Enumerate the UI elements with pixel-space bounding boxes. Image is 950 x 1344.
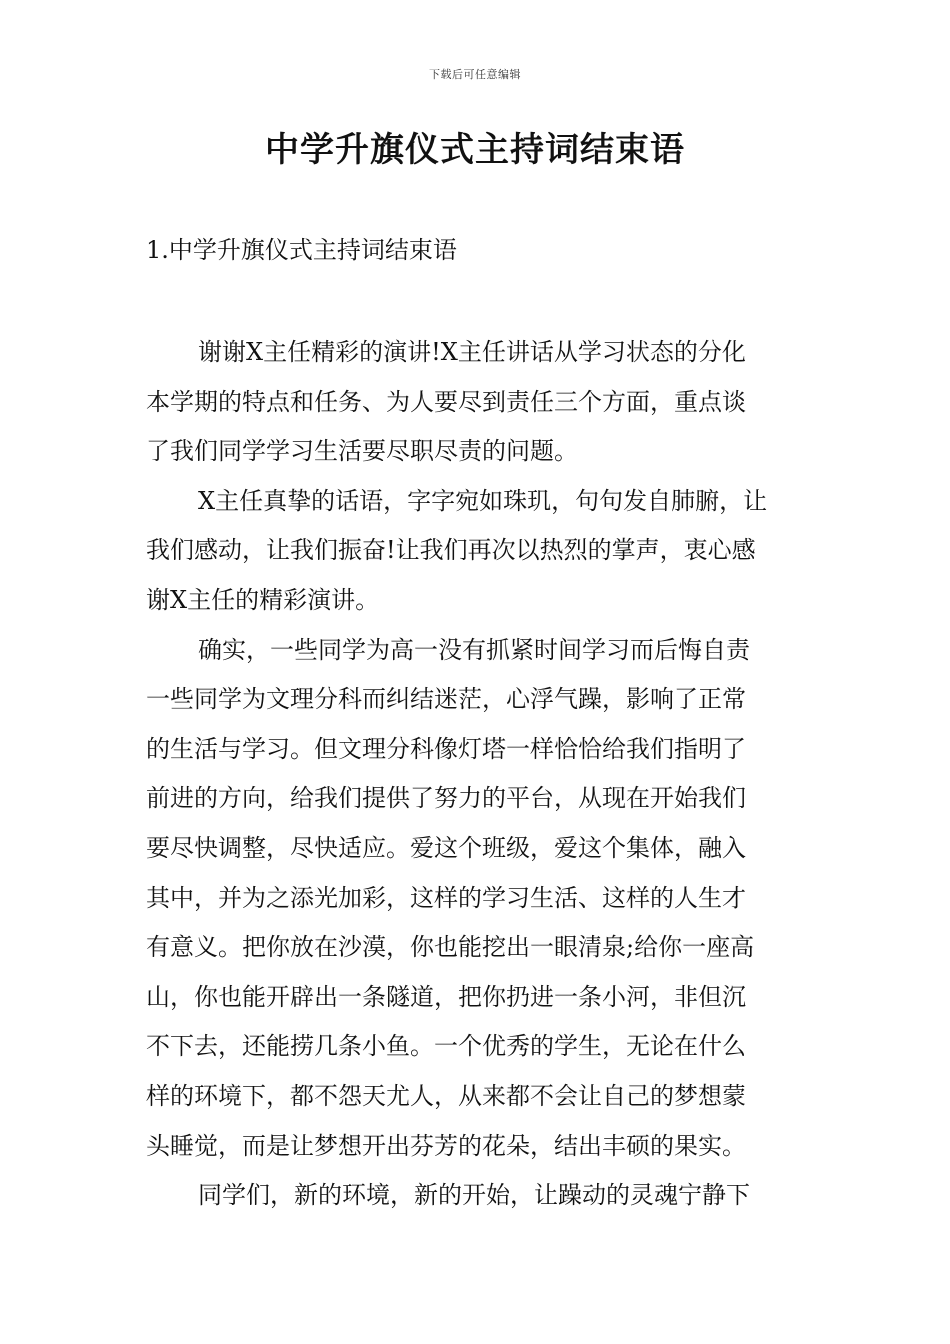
text-line: 谢谢X主任精彩的演讲!X主任讲话从学习状态的分化 [198,338,746,366]
text-line: 有意义。把你放在沙漠，你也能挖出一眼清泉;给你一座高 [146,933,755,962]
body-text [146,328,806,1221]
header-note: 下载后可任意编辑 [429,68,521,81]
text-line: 本学期的特点和任务、为人要尽到责任三个方面，重点谈 [146,387,746,416]
text-line: 谢X主任的精彩演讲。 [146,585,380,614]
text-line: 确实，一些同学为高一没有抓紧时间学习而后悔自责 [198,635,750,664]
text-line: 样的环境下，都不怨天尤人，从来都不会让自己的梦想蒙 [146,1081,746,1110]
text-line: 我们感动，让我们振奋!让我们再次以热烈的掌声，衷心感 [146,536,756,565]
text-line: 其中，并为之添光加彩，这样的学习生活、这样的人生才 [146,883,746,912]
text-line: 同学们，新的环境，新的开始，让躁动的灵魂宁静下 [198,1181,750,1210]
text-line: 要尽快调整，尽快适应。爱这个班级，爱这个集体，融入 [146,833,746,862]
paragraph [146,477,806,626]
text-line: X主任真挚的话语，字字宛如珠玑，句句发自肺腑，让 [198,486,768,515]
text-line: 了我们同学学习生活要尽职尽责的问题。 [146,437,578,466]
section-heading: 1.中学升旗仪式主持词结束语 [146,236,457,264]
paragraph [146,328,806,477]
text-line: 不下去，还能捞几条小鱼。一个优秀的学生，无论在什么 [146,1032,746,1061]
document-title: 中学升旗仪式主持词结束语 [265,130,685,170]
text-line: 头睡觉，而是让梦想开出芬芳的花朵，结出丰硕的果实。 [146,1131,746,1160]
paragraph [146,626,806,1172]
text-line: 山，你也能开辟出一条隧道，把你扔进一条小河，非但沉 [146,982,746,1011]
paragraph [146,1171,806,1221]
text-line: 一些同学为文理分科而纠结迷茫，心浮气躁，影响了正常 [146,685,746,714]
text-line: 的生活与学习。但文理分科像灯塔一样恰恰给我们指明了 [146,734,746,763]
text-line: 前进的方向，给我们提供了努力的平台，从现在开始我们 [146,784,746,813]
